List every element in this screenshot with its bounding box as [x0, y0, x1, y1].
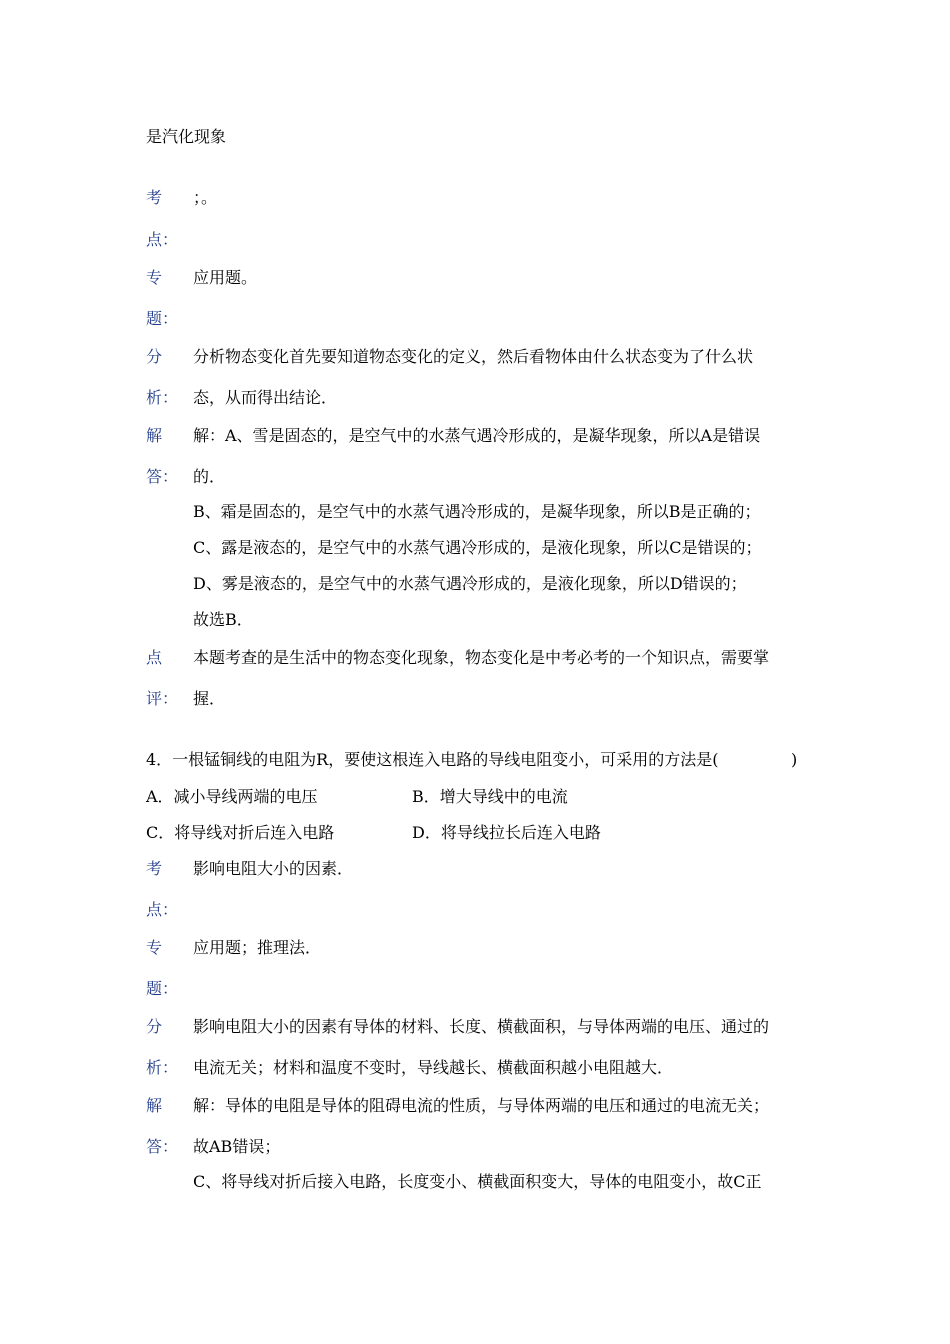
prev-jieda-line: 故选B．	[193, 610, 253, 629]
label-kaodian-1: 考	[146, 188, 163, 207]
prev-jieda-line: D、雾是液态的，是空气中的水蒸气遇冷形成的，是液化现象，所以D错误的；	[193, 574, 747, 593]
q4-label-kaodian-1: 考	[146, 859, 163, 878]
q4-label-jieda-2: 答：	[146, 1137, 179, 1156]
prev-fenxi-line: 态，从而得出结论．	[193, 388, 338, 407]
q4-kaodian-content: 影响电阻大小的因素．	[193, 859, 354, 878]
q4-fenxi-line: 影响电阻大小的因素有导体的材料、长度、横截面积，与导体两端的电压、通过的	[193, 1017, 770, 1036]
prev-answer-tail: 是汽化现象	[146, 127, 227, 146]
q4-label-fenxi-2: 析：	[146, 1058, 179, 1077]
q4-question-paren-close: )	[791, 750, 798, 769]
prev-jieda-line: 的．	[193, 467, 226, 486]
label-kaodian-2: 点：	[146, 230, 179, 249]
prev-jieda-line: C、露是液态的，是空气中的水蒸气遇冷形成的，是液化现象，所以C是错误的；	[193, 538, 762, 557]
q4-jieda-line: 故AB错误；	[193, 1137, 281, 1156]
q4-jieda-line: C、将导线对折后接入电路，长度变小、横截面积变大，导体的电阻变小，故C正	[193, 1172, 762, 1191]
q4-label-jieda-1: 解	[146, 1096, 163, 1115]
prev-fenxi-line: 分析物态变化首先要知道物态变化的定义，然后看物体由什么状态变为了什么状	[193, 347, 754, 366]
q4-label-kaodian-2: 点：	[146, 900, 179, 919]
q4-option-b: B．增大导线中的电流	[412, 787, 568, 806]
prev-zhuanti-content: 应用题。	[193, 268, 258, 287]
q4-label-zhuanti-1: 专	[146, 938, 163, 957]
label-dianping-2: 评：	[146, 689, 179, 708]
prev-jieda-line: 解：A、雪是固态的，是空气中的水蒸气遇冷形成的，是凝华现象，所以A是错误	[193, 426, 761, 445]
label-fenxi-2: 析：	[146, 388, 179, 407]
label-fenxi-1: 分	[146, 347, 163, 366]
q4-label-fenxi-1: 分	[146, 1017, 163, 1036]
prev-kaodian-content: ；。	[193, 188, 218, 207]
label-jieda-2: 答：	[146, 467, 179, 486]
label-dianping-1: 点	[146, 648, 163, 667]
q4-option-c: C．将导线对折后连入电路	[146, 823, 335, 842]
q4-option-a: A．减小导线两端的电压	[146, 787, 318, 806]
prev-jieda-line: B、霜是固态的，是空气中的水蒸气遇冷形成的，是凝华现象，所以B是正确的；	[193, 502, 761, 521]
prev-dianping-line: 本题考查的是生活中的物态变化现象，物态变化是中考必考的一个知识点，需要掌	[193, 648, 770, 667]
q4-jieda-line: 解：导体的电阻是导体的阻碍电流的性质，与导体两端的电压和通过的电流无关；	[193, 1096, 770, 1115]
q4-zhuanti-content: 应用题；推理法．	[193, 938, 322, 957]
q4-question: 4．一根锰铜线的电阻为R，要使这根连入电路的导线电阻变小，可采用的方法是(	[146, 750, 719, 769]
label-jieda-1: 解	[146, 426, 163, 445]
q4-option-d: D．将导线拉长后连入电路	[412, 823, 601, 842]
label-zhuanti-1: 专	[146, 268, 163, 287]
q4-fenxi-line: 电流无关；材料和温度不变时，导线越长、横截面积越小电阻越大．	[193, 1058, 674, 1077]
q4-label-zhuanti-2: 题：	[146, 979, 179, 998]
label-zhuanti-2: 题：	[146, 309, 179, 328]
prev-dianping-line: 握．	[193, 689, 226, 708]
